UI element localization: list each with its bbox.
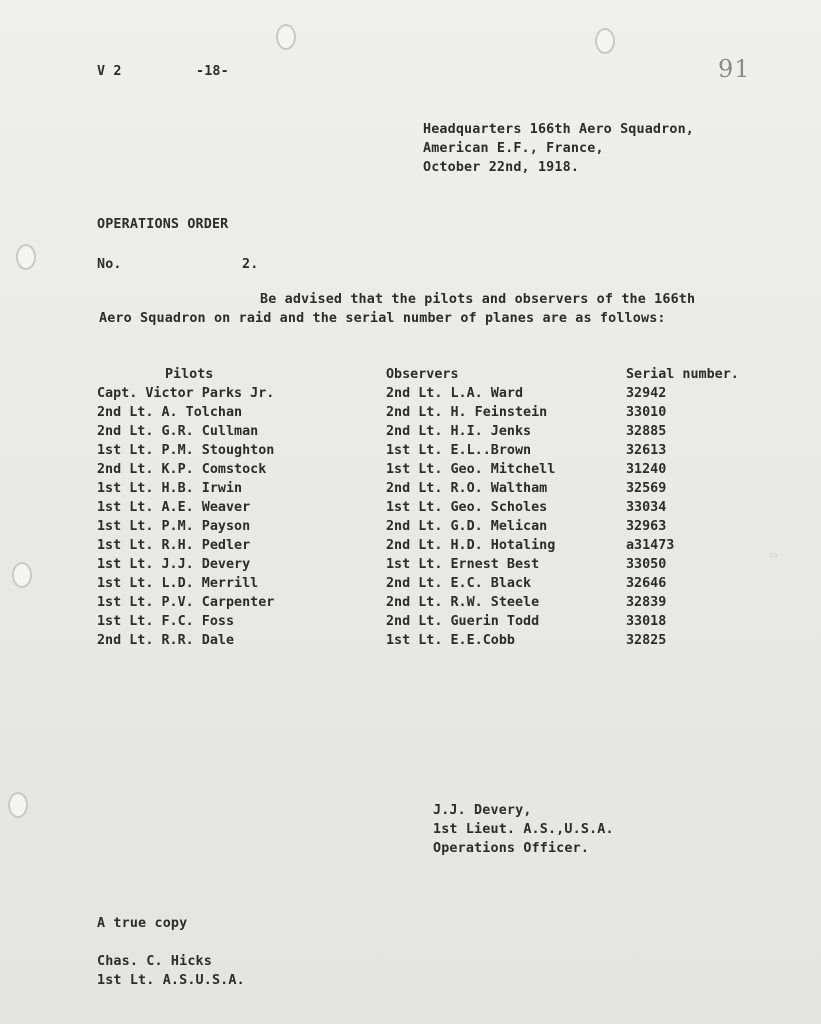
pilot-cell: 1st Lt. L.D. Merrill <box>97 576 259 591</box>
serial-cell: 33034 <box>626 500 667 515</box>
table-row <box>0 555 821 574</box>
observer-cell: 2nd Lt. G.D. Melican <box>386 519 548 534</box>
pilot-cell: 1st Lt. P.V. Carpenter <box>97 595 275 610</box>
pilot-cell: 1st Lt. H.B. Irwin <box>97 481 243 496</box>
pilot-cell: 2nd Lt. K.P. Comstock <box>97 462 267 477</box>
pilot-cell: 2nd Lt. A. Tolchan <box>97 405 243 420</box>
pilot-cell: 2nd Lt. G.R. Cullman <box>97 424 259 439</box>
serial-cell: 32825 <box>626 633 667 648</box>
pilot-cell: 1st Lt. A.E. Weaver <box>97 500 251 515</box>
faint-mark: ▭ <box>770 548 777 561</box>
pilot-cell: Capt. Victor Parks Jr. <box>97 386 275 401</box>
observer-cell: 2nd Lt. Guerin Todd <box>386 614 540 629</box>
serial-cell: 33050 <box>626 557 667 572</box>
table-header-row <box>0 365 821 384</box>
serial-cell: 32569 <box>626 481 667 496</box>
observer-cell: 1st Lt. Ernest Best <box>386 557 540 572</box>
header-line-2: American E.F., France, <box>423 141 604 156</box>
observer-cell: 2nd Lt. H.D. Hotaling <box>386 538 556 553</box>
true-copy-name: Chas. C. Hicks <box>97 954 212 969</box>
table-row <box>0 498 821 517</box>
page-reference: V 2 <box>97 64 122 79</box>
signature-name: J.J. Devery, <box>433 803 532 818</box>
table-row <box>0 631 821 650</box>
table-row <box>0 403 821 422</box>
observer-cell: 2nd Lt. R.O. Waltham <box>386 481 548 496</box>
punch-hole-left-lower <box>8 792 28 818</box>
table-row <box>0 593 821 612</box>
observer-cell: 1st Lt. Geo. Scholes <box>386 500 548 515</box>
serial-cell: 32839 <box>626 595 667 610</box>
pilot-cell: 2nd Lt. R.R. Dale <box>97 633 235 648</box>
observer-cell: 2nd Lt. E.C. Black <box>386 576 532 591</box>
table-row <box>0 384 821 403</box>
column-header-observers: Observers <box>386 367 459 382</box>
intro-line-1: Be advised that the pilots and observers of the 166th <box>260 292 696 307</box>
serial-cell: 32942 <box>626 386 667 401</box>
observer-cell: 1st Lt. Geo. Mitchell <box>386 462 556 477</box>
serial-cell: 32613 <box>626 443 667 458</box>
table-row <box>0 517 821 536</box>
observer-cell: 2nd Lt. H. Feinstein <box>386 405 548 420</box>
table-row <box>0 422 821 441</box>
order-number-label: No. <box>97 257 122 272</box>
order-title: OPERATIONS ORDER <box>97 217 229 232</box>
header-line-1: Headquarters 166th Aero Squadron, <box>423 122 694 137</box>
punch-hole-top-left <box>276 24 296 50</box>
table-row <box>0 612 821 631</box>
observer-cell: 2nd Lt. H.I. Jenks <box>386 424 532 439</box>
true-copy-label: A true copy <box>97 916 188 931</box>
observer-cell: 2nd Lt. L.A. Ward <box>386 386 524 401</box>
page-folio: -18- <box>196 64 229 79</box>
serial-cell: a31473 <box>626 538 675 553</box>
punch-hole-left-upper <box>16 244 36 270</box>
order-number-value: 2. <box>242 257 259 272</box>
observer-cell: 1st Lt. E.E.Cobb <box>386 633 515 648</box>
true-copy-rank: 1st Lt. A.S.U.S.A. <box>97 973 245 988</box>
stamped-page-number: 91 <box>718 55 751 83</box>
observer-cell: 2nd Lt. R.W. Steele <box>386 595 540 610</box>
signature-title: Operations Officer. <box>433 841 590 856</box>
serial-cell: 31240 <box>626 462 667 477</box>
serial-cell: 33010 <box>626 405 667 420</box>
pilot-cell: 1st Lt. R.H. Pedler <box>97 538 251 553</box>
punch-hole-top-right <box>595 28 615 54</box>
intro-line-2: Aero Squadron on raid and the serial number of planes are as follows: <box>99 311 666 326</box>
serial-cell: 33018 <box>626 614 667 629</box>
column-header-serial: Serial number. <box>626 367 739 382</box>
pilot-cell: 1st Lt. J.J. Devery <box>97 557 251 572</box>
table-row <box>0 441 821 460</box>
column-header-pilots: Pilots <box>165 367 214 382</box>
table-row <box>0 574 821 593</box>
serial-cell: 32646 <box>626 576 667 591</box>
header-line-3: October 22nd, 1918. <box>423 160 580 175</box>
signature-rank: 1st Lieut. A.S.,U.S.A. <box>433 822 614 837</box>
table-row <box>0 460 821 479</box>
serial-cell: 32963 <box>626 519 667 534</box>
pilot-cell: 1st Lt. P.M. Payson <box>97 519 251 534</box>
table-row <box>0 536 821 555</box>
pilot-cell: 1st Lt. F.C. Foss <box>97 614 235 629</box>
serial-cell: 32885 <box>626 424 667 439</box>
observer-cell: 1st Lt. E.L..Brown <box>386 443 532 458</box>
table-row <box>0 479 821 498</box>
pilot-cell: 1st Lt. P.M. Stoughton <box>97 443 275 458</box>
